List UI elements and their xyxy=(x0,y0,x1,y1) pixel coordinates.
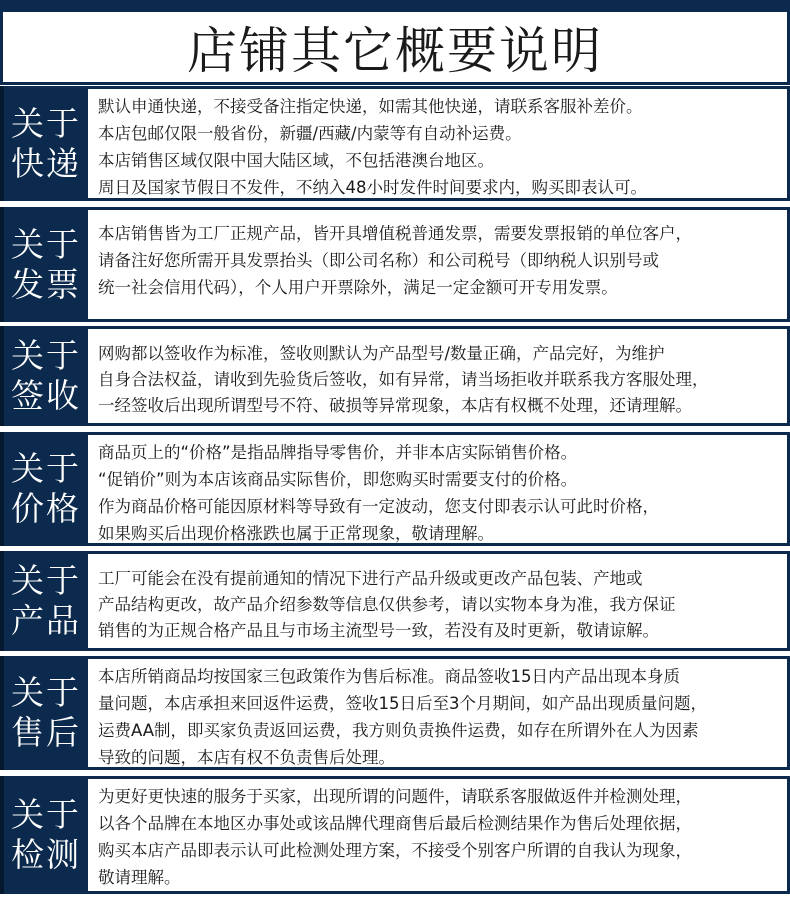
section-label xyxy=(0,207,88,322)
section-content xyxy=(88,551,790,651)
label-line-2: 签收 xyxy=(11,376,81,415)
content-line: 敬请理解。 xyxy=(98,868,181,887)
label-line-1: 关于 xyxy=(11,103,81,143)
section-price xyxy=(0,432,790,546)
section-content xyxy=(88,432,790,546)
label-line-1: 关于 xyxy=(11,336,81,375)
content-line: 本店销售区域仅限中国大陆区域，不包括港澳台地区。 xyxy=(98,151,494,170)
section-content xyxy=(88,86,790,201)
content-line: 周日及国家节假日不发件，不纳入48小时发件时间要求内，购买即表认可。 xyxy=(98,178,647,197)
content-line: 一经签收后出现所谓型号不符、破损等异常现象，本店有权概不处理，还请理解。 xyxy=(98,396,692,415)
content-line: “促销价”则为本店该商品实际售价，即您购买时需要支付的价格。 xyxy=(98,470,578,489)
content-line: 如果购买后出现价格涨跌也属于正常现象，敬请理解。 xyxy=(98,524,494,543)
label-line-2: 产品 xyxy=(11,601,81,640)
section-content xyxy=(88,326,790,426)
content-line: 为更好更快速的服务于买家，出现所谓的问题件，请联系客服做返件并检测处理， xyxy=(98,787,692,806)
section-label xyxy=(0,551,88,651)
content-line: 销售的为正规合格产品且与市场主流型号一致，若没有及时更新，敬请谅解。 xyxy=(98,621,659,640)
section-label xyxy=(0,656,88,770)
title-box xyxy=(0,12,790,85)
content-line: 产品结构更改，故产品介绍参数等信息仅供参考，请以实物本身为准，我方保证 xyxy=(98,595,676,614)
content-line: 自身合法权益，请收到先验货后签收，如有异常，请当场拒收并联系我方客服处理， xyxy=(98,370,709,389)
label-line-2: 检测 xyxy=(11,835,81,874)
label-line-1: 关于 xyxy=(11,673,81,712)
label-line-1: 关于 xyxy=(11,449,81,488)
content-line: 商品页上的“价格”是指品牌指导零售价，并非本店实际销售价格。 xyxy=(98,443,578,462)
section-product xyxy=(0,551,790,651)
section-label xyxy=(0,326,88,426)
section-label xyxy=(0,432,88,546)
section-invoice xyxy=(0,207,790,322)
content-line: 购买本店产品即表示认可此检测处理方案，不接受个别客户所谓的自我认为现象， xyxy=(98,841,692,860)
content-line: 量问题，本店承担来回返件运费，签收15日后至3个月期间，如产品出现质量问题， xyxy=(98,694,707,713)
section-receipt xyxy=(0,326,790,426)
content-line: 统一社会信用代码），个人用户开票除外，满足一定金额可开专用发票。 xyxy=(98,278,618,297)
label-line-2: 快递 xyxy=(11,143,81,183)
content-line: 本店包邮仅限一般省份，新疆/西藏/内蒙等有自动补运费。 xyxy=(98,124,522,143)
content-line: 网购都以签收作为标准，签收则默认为产品型号/数量正确，产品完好，为维护 xyxy=(98,344,665,363)
section-label xyxy=(0,86,88,201)
label-line-2: 价格 xyxy=(11,489,81,528)
content-line: 以各个品牌在本地区办事处或该品牌代理商售后最后检测结果作为售后处理依据， xyxy=(98,814,692,833)
content-line: 默认申通快递，不接受备注指定快递，如需其他快递，请联系客服补差价。 xyxy=(98,97,643,116)
content-line: 本店销售皆为工厂正规产品，皆开具增值税普通发票，需要发票报销的单位客户， xyxy=(98,224,692,243)
page-title: 店铺其它概要说明 xyxy=(187,22,603,80)
content-line: 运费AA制，即买家负责返回运费，我方则负责换件运费，如存在所谓外在人为因素 xyxy=(98,721,699,740)
section-after-sales xyxy=(0,656,790,770)
content-line: 请备注好您所需开具发票抬头（即公司名称）和公司税号（即纳税人识别号或 xyxy=(98,251,659,270)
content-line: 工厂可能会在没有提前通知的情况下进行产品升级或更改产品包装、产地或 xyxy=(98,569,643,588)
section-label xyxy=(0,776,88,894)
section-inspection xyxy=(0,776,790,894)
section-content xyxy=(88,207,790,322)
section-content xyxy=(88,656,790,770)
label-line-1: 关于 xyxy=(11,561,81,600)
content-line: 作为商品价格可能因原材料等导致有一定波动，您支付即表示认可此时价格， xyxy=(98,497,659,516)
content-line: 导致的问题，本店有权不负责售后处理。 xyxy=(98,748,395,767)
section-content xyxy=(88,776,790,894)
section-delivery xyxy=(0,86,790,201)
label-line-2: 发票 xyxy=(11,264,81,304)
label-line-2: 售后 xyxy=(11,713,81,752)
label-line-1: 关于 xyxy=(11,224,81,264)
label-line-1: 关于 xyxy=(11,795,81,834)
content-line: 本店所销商品均按国家三包政策作为售后标准。商品签收15日内产品出现本身质 xyxy=(98,667,680,686)
